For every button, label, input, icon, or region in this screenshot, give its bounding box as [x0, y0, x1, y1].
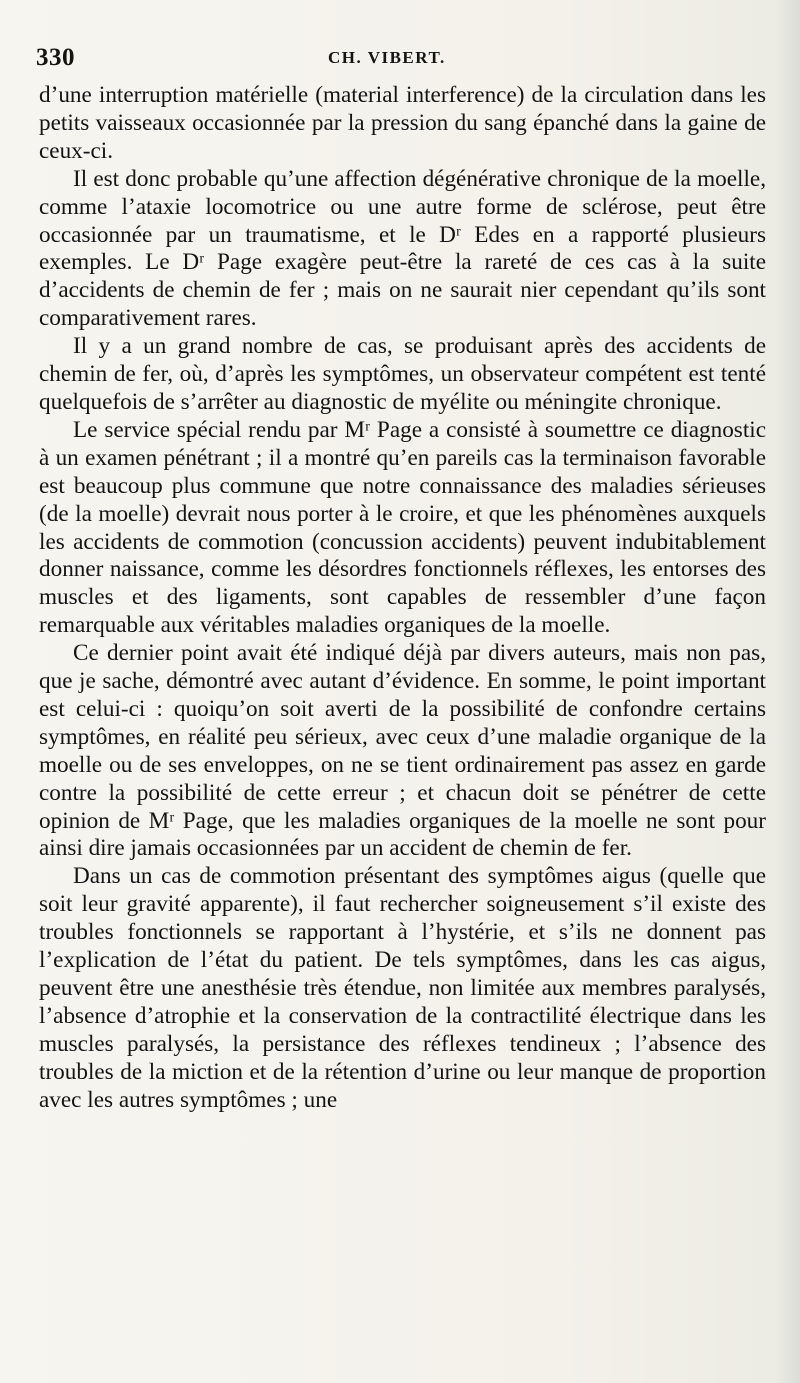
paragraph-4: Le service spécial rendu par Mʳ Page a consisté à soumettre ce diagnostic à un examen pénétrant ; il a montré qu’en pareils cas la terminaison favorable est beaucoup plus commune que notre connaissance des maladies sérieuses (de la moelle) devrait nous porter à le croire, et que les phénomènes auxquels les accidents de commotion (concussion accidents) peuvent indubitablement donner naissance, comme les désordres fonctionnels réflexes, les entorses des muscles et des ligaments, sont capables de ressembler d’une façon remarquable aux véritables maladies organiques de la moelle.	[39, 416, 766, 639]
paragraph-2: Il est donc probable qu’une affection dégénérative chronique de la moelle, comme l’ataxie locomotrice ou une autre forme de sclérose, peut être occasionnée par un traumatisme, et le Dʳ Edes en a rapporté plusieurs exemples. Le Dʳ Page exagère peut-être la rareté de ces cas à la suite d’accidents de chemin de fer ; mais on ne saurait nier cependant qu’ils sont comparativement rares.	[39, 165, 766, 332]
running-head: CH. VIBERT.	[328, 48, 446, 67]
paragraph-6: Dans un cas de commotion présentant des symptômes aigus (quelle que soit leur gravité apparente), il faut rechercher soigneusement s’il existe des troubles fonctionnels se rapportant à l’hystérie, et s’ils ne donnent pas l’explication de l’état du patient. De tels symptômes, dans les cas aigus, peuvent être une anesthésie très étendue, non limitée aux membres paralysés, l’absence d’atrophie et la conservation de la contractilité électrique dans les muscles paralysés, la persistance des réflexes tendineux ; l’absence des troubles de la miction et de la rétention d’urine ou leur manque de proportion avec les autres symptômes ; une	[39, 863, 766, 1113]
paragraph-5: Ce dernier point avait été indiqué déjà par divers auteurs, mais non pas, que je sache, démontré avec autant d’évidence. En somme, le point important est celui-ci : quoiqu’on soit averti de la possibilité de confondre certains symptômes, en réalité peu sérieux, avec ceux d’une maladie organique de la moelle ou de ses enveloppes, on ne se tient ordinairement pas assez en garde contre la possibilité de cette erreur ; et chacun doit se pénétrer de cette opinion de Mʳ Page, que les maladies organiques de la moelle ne sont pour ainsi dire jamais occasionnées par un accident de chemin de fer.	[39, 640, 766, 862]
page-header	[36, 44, 780, 76]
paragraph-1: d’une interruption matérielle (material interference) de la circulation dans les petits vaisseaux occasionnée par la pression du sang épanché dans la gaine de ceux-ci.	[39, 82, 766, 164]
paragraph-3: Il y a un grand nombre de cas, se produisant après des accidents de chemin de fer, où, d’après les symptômes, un observateur compétent est tenté quelquefois de s’arrêter au diagnostic de myélite ou méningite chronique.	[39, 333, 766, 415]
page-number: 330	[36, 44, 75, 71]
body-text	[39, 82, 766, 1115]
